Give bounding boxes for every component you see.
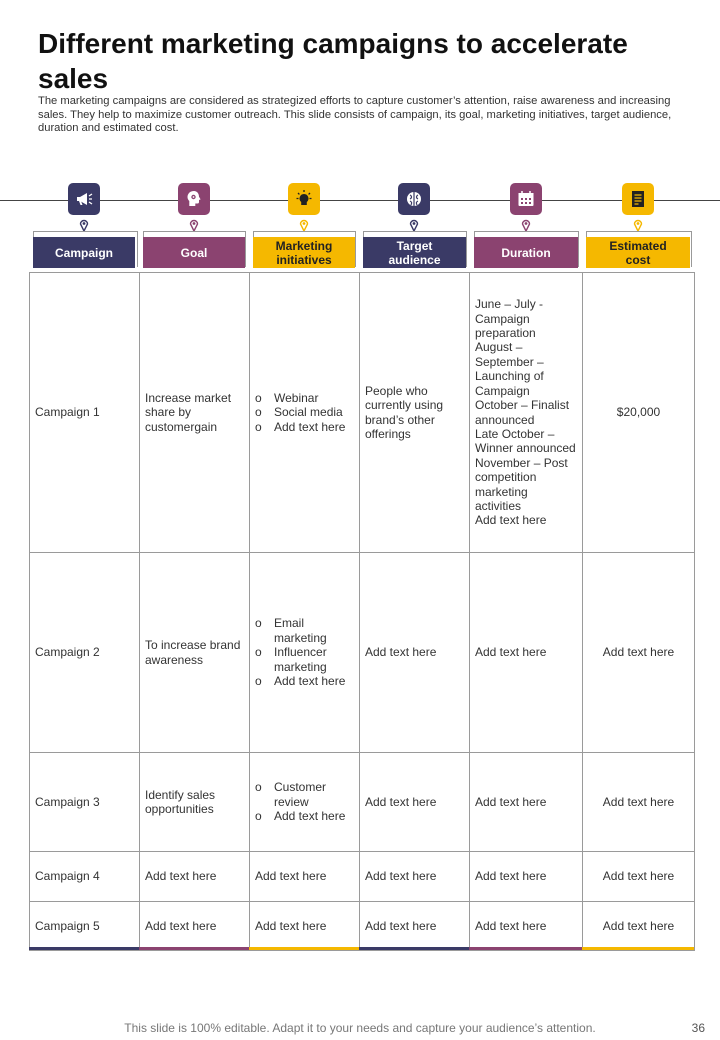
duration-line: Winner announced <box>475 441 576 456</box>
audience-cell: Add text here <box>360 553 470 753</box>
cost-cell: $20,000 <box>583 273 695 553</box>
bottom-accent-strip <box>359 947 469 950</box>
audience-cell: Add text here <box>360 852 470 902</box>
timeline-line <box>0 200 720 201</box>
duration-line: June – July - <box>475 297 544 312</box>
page-number: 36 <box>691 1021 705 1035</box>
pin-icon <box>633 218 643 232</box>
goal-cell: Identify sales opportunities <box>140 753 250 852</box>
bottom-accent-strip <box>469 947 582 950</box>
duration-line: October – Finalist announced <box>475 398 570 427</box>
duration-line: Late October – <box>475 426 555 441</box>
list-item: o Webinar <box>255 391 354 405</box>
duration-cell <box>470 273 583 553</box>
goal-cell: To increase brand awareness <box>140 553 250 753</box>
duration-cell: Add text here <box>470 902 583 951</box>
pin-icon <box>189 218 199 232</box>
audience-cell: People who currently using brand’s other offerings <box>360 273 470 553</box>
list-item: o Customer review <box>255 780 354 809</box>
footer-note: This slide is 100% editable. Adapt it to your needs and capture your audience’s attention. <box>124 1021 596 1035</box>
list-item: o Add text here <box>255 420 354 434</box>
goal-cell: Add text here <box>140 852 250 902</box>
duration-cell: Add text here <box>470 553 583 753</box>
initiatives-cell: Add text here <box>250 902 360 951</box>
cost-cell: Add text here <box>583 902 695 951</box>
duration-line: August – <box>475 340 523 355</box>
table-row <box>30 273 695 553</box>
column-header-goal: Goal <box>143 237 245 268</box>
campaign-cell: Campaign 4 <box>30 852 140 902</box>
list-item: o Add text here <box>255 674 354 688</box>
cost-cell: Add text here <box>583 852 695 902</box>
duration-line: September – <box>475 354 544 369</box>
goal-cell: Increase market share by customergain <box>140 273 250 553</box>
column-header-estimated-cost: Estimated cost <box>586 237 690 268</box>
list-item: o Influencer marketing <box>255 645 354 674</box>
pin-icon <box>409 218 419 232</box>
duration-line: Launching of Campaign <box>475 369 544 398</box>
duration-line: Add text here <box>475 513 547 528</box>
brain-icon <box>398 183 430 215</box>
initiatives-cell: Add text here <box>250 852 360 902</box>
pin-icon <box>521 218 531 232</box>
duration-cell: Add text here <box>470 753 583 852</box>
audience-cell: Add text here <box>360 753 470 852</box>
initiatives-cell <box>250 273 360 553</box>
bottom-accent-strip <box>29 947 139 950</box>
initiatives-cell <box>250 553 360 753</box>
duration-line: November – Post competition marketing activities <box>475 455 568 513</box>
cost-cell: Add text here <box>583 753 695 852</box>
list-item: o Add text here <box>255 809 354 823</box>
head-gears-icon <box>178 183 210 215</box>
document-icon <box>622 183 654 215</box>
campaign-cell: Campaign 3 <box>30 753 140 852</box>
cost-cell: Add text here <box>583 553 695 753</box>
list-item: o Social media <box>255 405 354 419</box>
table-row <box>30 753 695 852</box>
duration-line: Campaign preparation <box>475 311 536 341</box>
megaphone-icon <box>68 183 100 215</box>
table-row <box>30 902 695 951</box>
campaign-table <box>29 272 695 951</box>
duration-cell: Add text here <box>470 852 583 902</box>
bottom-accent-strip <box>139 947 249 950</box>
column-header-duration: Duration <box>474 237 578 268</box>
campaign-cell: Campaign 5 <box>30 902 140 951</box>
pin-icon <box>299 218 309 232</box>
table-row <box>30 553 695 753</box>
column-header-campaign: Campaign <box>33 237 135 268</box>
goal-cell: Add text here <box>140 902 250 951</box>
bottom-accent-strip <box>582 947 694 950</box>
page-subtitle: The marketing campaigns are considered as strategized efforts to capture customer’s attention, raise awareness and increasing sales. They help to maximize customer outreach. This slide consists of campaign, its goal, marketing initiatives, target audience, duration and estimated cost. <box>38 95 672 134</box>
bottom-accent-strip <box>249 947 359 950</box>
page-title: Different marketing campaigns to accelerate sales <box>38 28 628 94</box>
initiatives-cell <box>250 753 360 852</box>
column-header-target-audience: Target audience <box>363 237 466 268</box>
list-item: o Email marketing <box>255 616 354 645</box>
audience-cell: Add text here <box>360 902 470 951</box>
lightbulb-icon <box>288 183 320 215</box>
table-row <box>30 852 695 902</box>
pin-icon <box>79 218 89 232</box>
campaign-cell: Campaign 1 <box>30 273 140 553</box>
campaign-cell: Campaign 2 <box>30 553 140 753</box>
calendar-icon <box>510 183 542 215</box>
column-header-marketing-initiatives: Marketing initiatives <box>253 237 355 268</box>
